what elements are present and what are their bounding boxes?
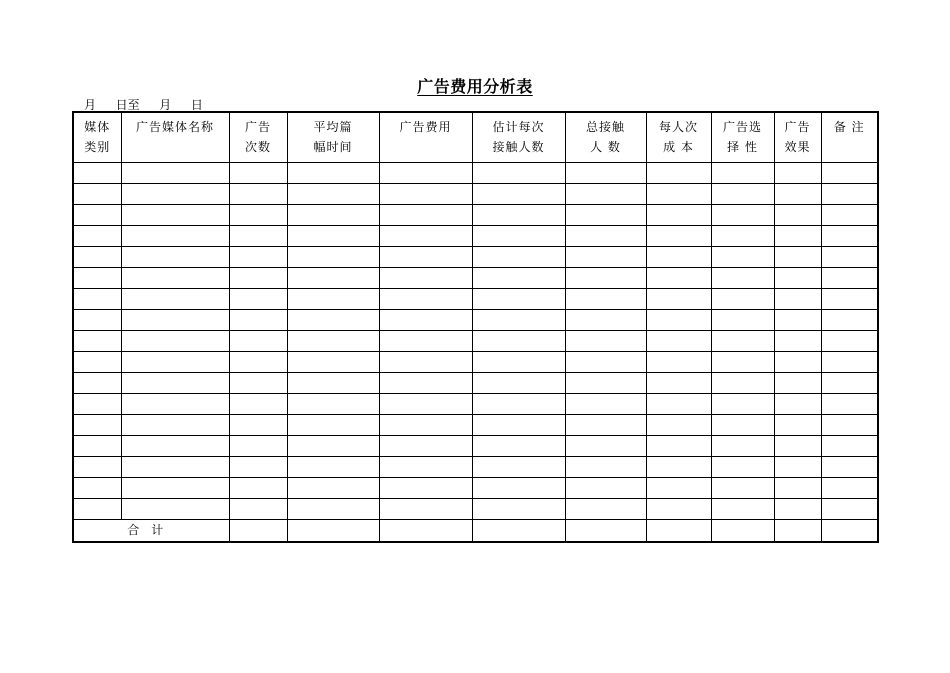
table-cell-est-reach [472, 456, 565, 477]
table-cell-total-reach [565, 309, 646, 330]
table-cell-ad-cost [379, 351, 472, 372]
table-cell-media-type [73, 183, 121, 204]
table-cell-effect [774, 330, 821, 351]
column-header-line: 每人次 [658, 120, 698, 134]
total-cell-remarks [821, 519, 878, 542]
ad-cost-analysis-table [72, 111, 879, 543]
table-cell-effect [774, 225, 821, 246]
total-cell-ad-cost [379, 519, 472, 542]
table-cell-media-type [73, 162, 121, 183]
table-cell-ad-cost [379, 162, 472, 183]
total-cell-est-reach [472, 519, 565, 542]
table-cell-remarks [821, 246, 878, 267]
table-cell-avg-length [287, 456, 379, 477]
table-cell-cost-per-person [646, 456, 711, 477]
table-cell-avg-length [287, 225, 379, 246]
table-cell-cost-per-person [646, 204, 711, 225]
table-cell-remarks [821, 204, 878, 225]
table-cell-selectivity [711, 414, 774, 435]
table-cell-effect [774, 414, 821, 435]
table-cell-cost-per-person [646, 309, 711, 330]
table-cell-est-reach [472, 246, 565, 267]
table-cell-media-type [73, 414, 121, 435]
table-cell-selectivity [711, 162, 774, 183]
table-cell-cost-per-person [646, 372, 711, 393]
table-row [73, 288, 878, 309]
table-cell-remarks [821, 351, 878, 372]
table-row [73, 435, 878, 456]
table-cell-est-reach [472, 414, 565, 435]
table-cell-remarks [821, 456, 878, 477]
total-cell-total-reach [565, 519, 646, 542]
column-header-line: 幅时间 [313, 140, 353, 154]
table-cell-ad-cost [379, 246, 472, 267]
table-cell-media-type [73, 204, 121, 225]
column-header-line: 广告 [244, 120, 271, 134]
table-cell-est-reach [472, 330, 565, 351]
table-cell-est-reach [472, 372, 565, 393]
table-cell-remarks [821, 309, 878, 330]
table-cell-avg-length [287, 330, 379, 351]
table-cell-media-name [121, 393, 229, 414]
table-row [73, 246, 878, 267]
table-cell-ad-cost [379, 204, 472, 225]
table-cell-est-reach [472, 288, 565, 309]
table-cell-effect [774, 183, 821, 204]
table-cell-selectivity [711, 204, 774, 225]
table-cell-remarks [821, 435, 878, 456]
table-cell-ad-count [229, 288, 287, 309]
table-cell-remarks [821, 477, 878, 498]
table-cell-media-type [73, 288, 121, 309]
table-cell-media-name [121, 225, 229, 246]
table-cell-est-reach [472, 393, 565, 414]
table-cell-est-reach [472, 309, 565, 330]
table-cell-media-type [73, 246, 121, 267]
table-cell-cost-per-person [646, 225, 711, 246]
column-header-total-reach [565, 112, 646, 162]
table-cell-selectivity [711, 330, 774, 351]
table-cell-ad-cost [379, 414, 472, 435]
table-cell-selectivity [711, 435, 774, 456]
column-header-line: 估计每次 [492, 120, 545, 134]
column-header-media-name [121, 112, 229, 162]
column-header-remarks [821, 112, 878, 162]
column-header-line: 人 数 [590, 140, 621, 154]
table-cell-effect [774, 288, 821, 309]
table-cell-avg-length [287, 414, 379, 435]
column-header-line: 广告 [784, 120, 811, 134]
table-cell-remarks [821, 162, 878, 183]
table-cell-effect [774, 393, 821, 414]
table-cell-ad-count [229, 330, 287, 351]
table-row [73, 225, 878, 246]
total-cell-cost-per-person [646, 519, 711, 542]
table-cell-remarks [821, 330, 878, 351]
table-cell-est-reach [472, 267, 565, 288]
table-cell-ad-count [229, 393, 287, 414]
table-cell-media-name [121, 372, 229, 393]
table-cell-avg-length [287, 372, 379, 393]
table-cell-media-type [73, 330, 121, 351]
table-cell-total-reach [565, 288, 646, 309]
table-cell-remarks [821, 498, 878, 519]
table-row [73, 162, 878, 183]
table-cell-est-reach [472, 498, 565, 519]
table-cell-total-reach [565, 393, 646, 414]
table-cell-remarks [821, 372, 878, 393]
table-cell-remarks [821, 414, 878, 435]
table-cell-avg-length [287, 477, 379, 498]
table-cell-media-type [73, 267, 121, 288]
table-cell-cost-per-person [646, 393, 711, 414]
table-cell-ad-count [229, 162, 287, 183]
table-header-row [73, 112, 878, 162]
table-cell-total-reach [565, 456, 646, 477]
column-header-line: 择 性 [727, 140, 758, 154]
table-cell-cost-per-person [646, 351, 711, 372]
table-cell-ad-cost [379, 225, 472, 246]
table-cell-selectivity [711, 498, 774, 519]
column-header-line: 接触人数 [492, 140, 545, 154]
table-cell-ad-count [229, 351, 287, 372]
table-cell-media-name [121, 288, 229, 309]
table-cell-est-reach [472, 225, 565, 246]
table-cell-ad-count [229, 183, 287, 204]
table-cell-cost-per-person [646, 162, 711, 183]
table-cell-total-reach [565, 330, 646, 351]
table-cell-ad-count [229, 414, 287, 435]
table-cell-selectivity [711, 267, 774, 288]
table-cell-cost-per-person [646, 498, 711, 519]
table-cell-est-reach [472, 183, 565, 204]
table-cell-selectivity [711, 456, 774, 477]
column-header-line: 类别 [84, 140, 111, 154]
table-cell-selectivity [711, 351, 774, 372]
table-cell-effect [774, 162, 821, 183]
column-header-line: 成 本 [663, 140, 694, 154]
table-cell-cost-per-person [646, 183, 711, 204]
table-cell-cost-per-person [646, 267, 711, 288]
table-cell-avg-length [287, 351, 379, 372]
column-header-line: 广告媒体名称 [135, 120, 214, 134]
table-cell-ad-cost [379, 372, 472, 393]
table-row [73, 414, 878, 435]
table-cell-est-reach [472, 162, 565, 183]
table-cell-ad-count [229, 456, 287, 477]
table-cell-total-reach [565, 267, 646, 288]
table-cell-selectivity [711, 372, 774, 393]
table-cell-media-type [73, 456, 121, 477]
table-cell-media-name [121, 162, 229, 183]
table-cell-avg-length [287, 498, 379, 519]
table-cell-cost-per-person [646, 330, 711, 351]
table-cell-media-name [121, 267, 229, 288]
table-cell-effect [774, 267, 821, 288]
table-cell-total-reach [565, 162, 646, 183]
table-cell-ad-count [229, 372, 287, 393]
table-cell-effect [774, 204, 821, 225]
table-cell-avg-length [287, 204, 379, 225]
total-label: 合计 [73, 519, 229, 542]
table-cell-total-reach [565, 498, 646, 519]
table-cell-ad-cost [379, 183, 472, 204]
table-cell-avg-length [287, 246, 379, 267]
table-cell-remarks [821, 267, 878, 288]
table-cell-media-type [73, 309, 121, 330]
column-header-cost-per-person [646, 112, 711, 162]
table-row [73, 183, 878, 204]
table-cell-selectivity [711, 183, 774, 204]
table-row [73, 351, 878, 372]
table-cell-ad-cost [379, 498, 472, 519]
table-cell-selectivity [711, 246, 774, 267]
total-cell-effect [774, 519, 821, 542]
table-cell-ad-count [229, 204, 287, 225]
column-header-media-type [73, 112, 121, 162]
table-cell-avg-length [287, 183, 379, 204]
table-cell-selectivity [711, 288, 774, 309]
table-cell-remarks [821, 183, 878, 204]
table-cell-effect [774, 456, 821, 477]
table-cell-effect [774, 246, 821, 267]
table-cell-ad-count [229, 498, 287, 519]
table-cell-media-type [73, 225, 121, 246]
table-cell-remarks [821, 225, 878, 246]
table-cell-ad-cost [379, 309, 472, 330]
table-cell-ad-count [229, 225, 287, 246]
column-header-effect [774, 112, 821, 162]
column-header-line: 平均篇 [313, 120, 353, 134]
table-cell-est-reach [472, 351, 565, 372]
table-cell-remarks [821, 393, 878, 414]
table-cell-cost-per-person [646, 414, 711, 435]
table-cell-selectivity [711, 477, 774, 498]
table-cell-cost-per-person [646, 288, 711, 309]
column-header-est-reach [472, 112, 565, 162]
column-header-line: 次数 [244, 140, 271, 154]
table-cell-selectivity [711, 309, 774, 330]
table-cell-effect [774, 372, 821, 393]
table-cell-cost-per-person [646, 246, 711, 267]
table-cell-avg-length [287, 393, 379, 414]
date-range-label: 月 日至 月 日 [84, 98, 203, 112]
table-cell-ad-count [229, 267, 287, 288]
table-cell-ad-cost [379, 477, 472, 498]
table-cell-ad-cost [379, 288, 472, 309]
table-cell-total-reach [565, 246, 646, 267]
column-header-line: 媒体 [84, 120, 111, 134]
table-cell-media-name [121, 204, 229, 225]
table-cell-avg-length [287, 309, 379, 330]
table-cell-total-reach [565, 183, 646, 204]
table-cell-est-reach [472, 435, 565, 456]
column-header-ad-count [229, 112, 287, 162]
table-cell-est-reach [472, 204, 565, 225]
table-cell-media-name [121, 330, 229, 351]
table-cell-effect [774, 435, 821, 456]
table-cell-cost-per-person [646, 435, 711, 456]
table-cell-total-reach [565, 204, 646, 225]
table-cell-media-type [73, 351, 121, 372]
document-title: 广告费用分析表 [417, 77, 533, 96]
column-header-line: 备 注 [833, 120, 865, 134]
total-cell-avg-length [287, 519, 379, 542]
table-cell-ad-count [229, 309, 287, 330]
table-cell-effect [774, 498, 821, 519]
table-cell-avg-length [287, 435, 379, 456]
column-header-ad-cost [379, 112, 472, 162]
table-row [73, 393, 878, 414]
table-row [73, 372, 878, 393]
table-cell-avg-length [287, 267, 379, 288]
table-row [73, 330, 878, 351]
table-cell-media-name [121, 456, 229, 477]
table-cell-total-reach [565, 351, 646, 372]
column-header-line: 效果 [784, 140, 811, 154]
table-cell-ad-count [229, 246, 287, 267]
table-cell-cost-per-person [646, 477, 711, 498]
table-cell-media-name [121, 246, 229, 267]
table-cell-total-reach [565, 372, 646, 393]
table-cell-media-type [73, 498, 121, 519]
table-cell-avg-length [287, 288, 379, 309]
table-cell-total-reach [565, 477, 646, 498]
table-cell-total-reach [565, 225, 646, 246]
table-row [73, 477, 878, 498]
table-cell-media-type [73, 435, 121, 456]
table-cell-media-name [121, 351, 229, 372]
table-cell-media-type [73, 477, 121, 498]
table-row [73, 204, 878, 225]
table-cell-effect [774, 309, 821, 330]
table-cell-effect [774, 477, 821, 498]
total-row [73, 519, 878, 542]
total-cell-ad-count [229, 519, 287, 542]
table-cell-ad-cost [379, 393, 472, 414]
table-cell-avg-length [287, 162, 379, 183]
table-cell-media-name [121, 183, 229, 204]
table-cell-total-reach [565, 435, 646, 456]
column-header-line: 总接触 [585, 120, 625, 134]
table-cell-media-name [121, 309, 229, 330]
table-cell-selectivity [711, 225, 774, 246]
table-row [73, 267, 878, 288]
table-cell-effect [774, 351, 821, 372]
table-cell-total-reach [565, 414, 646, 435]
table-cell-media-type [73, 393, 121, 414]
column-header-selectivity [711, 112, 774, 162]
table-cell-ad-count [229, 435, 287, 456]
table-row [73, 498, 878, 519]
table-cell-media-name [121, 477, 229, 498]
table-cell-ad-cost [379, 456, 472, 477]
table-cell-media-type [73, 372, 121, 393]
column-header-line: 广告费用 [399, 120, 452, 134]
table-cell-media-name [121, 498, 229, 519]
table-cell-ad-cost [379, 267, 472, 288]
table-row [73, 309, 878, 330]
table-cell-media-name [121, 414, 229, 435]
table-cell-ad-cost [379, 330, 472, 351]
column-header-avg-length [287, 112, 379, 162]
total-cell-selectivity [711, 519, 774, 542]
table-cell-selectivity [711, 393, 774, 414]
table-cell-est-reach [472, 477, 565, 498]
table-cell-ad-cost [379, 435, 472, 456]
table-cell-media-name [121, 435, 229, 456]
table-cell-remarks [821, 288, 878, 309]
column-header-line: 广告选 [722, 120, 762, 134]
table-cell-ad-count [229, 477, 287, 498]
table-row [73, 456, 878, 477]
